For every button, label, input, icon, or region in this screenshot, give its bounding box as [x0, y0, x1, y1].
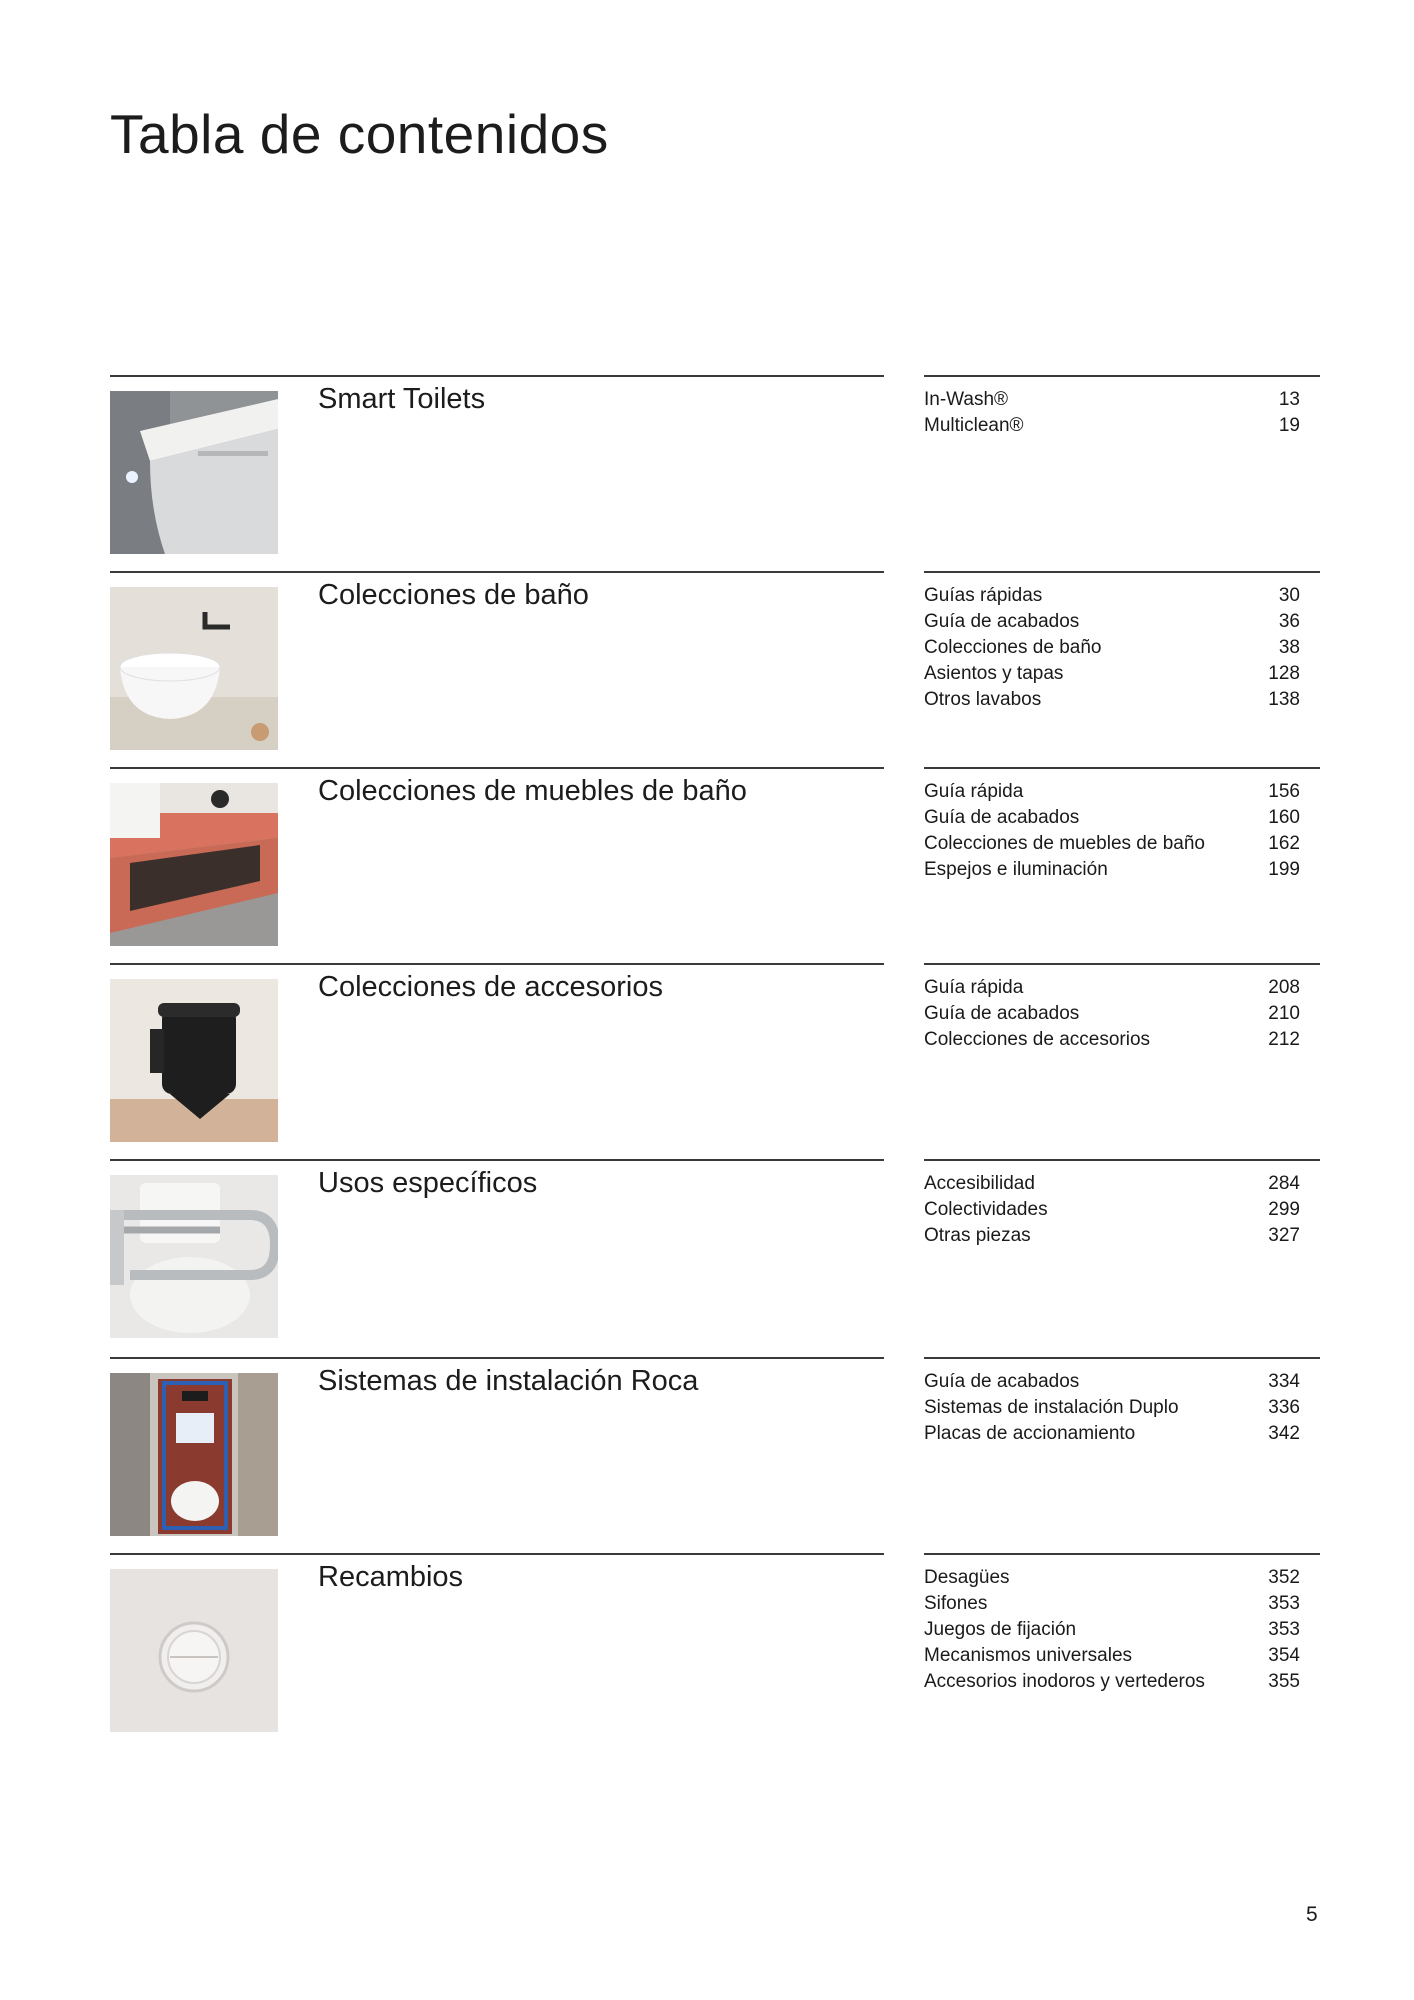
section-divider	[110, 1357, 884, 1359]
section-entries	[924, 1369, 1300, 1447]
section-divider	[924, 767, 1320, 769]
entry-page: 299	[1268, 1199, 1300, 1220]
entry-label: Guía rápida	[924, 977, 1024, 998]
entry-page: 210	[1268, 1003, 1300, 1024]
entry-label: Guía de acabados	[924, 1003, 1080, 1024]
toc-entry[interactable]	[924, 1643, 1300, 1669]
entry-page: 156	[1268, 781, 1300, 802]
entry-page: 30	[1278, 585, 1300, 606]
toc-entry[interactable]	[924, 1421, 1300, 1447]
entry-page: 128	[1268, 663, 1300, 684]
toc-entry[interactable]	[924, 661, 1300, 687]
entry-page: 327	[1268, 1225, 1300, 1246]
toc-section-usos-especificos	[110, 1159, 1320, 1349]
toc-entry[interactable]	[924, 831, 1300, 857]
section-divider	[110, 767, 884, 769]
toc-entry[interactable]	[924, 413, 1300, 439]
entry-label: Guía de acabados	[924, 611, 1080, 632]
toc-entry[interactable]	[924, 583, 1300, 609]
entry-page: 212	[1268, 1029, 1300, 1050]
section-title: Smart Toilets	[318, 383, 486, 415]
entry-page: 353	[1268, 1619, 1300, 1640]
accessory-photo	[110, 979, 278, 1142]
entry-label: Otros lavabos	[924, 689, 1042, 710]
washbasin-photo	[110, 587, 278, 750]
toc-entry[interactable]	[924, 779, 1300, 805]
entry-page: 138	[1268, 689, 1300, 710]
entry-page: 13	[1278, 389, 1300, 410]
toc-entry[interactable]	[924, 1617, 1300, 1643]
section-title: Sistemas de instalación Roca	[318, 1365, 699, 1397]
flush-button-photo	[110, 1569, 278, 1732]
section-divider	[110, 375, 884, 377]
section-divider	[924, 375, 1320, 377]
entry-label: Colecciones de muebles de baño	[924, 833, 1205, 854]
section-entries	[924, 1171, 1300, 1249]
toc-entry[interactable]	[924, 805, 1300, 831]
entry-page: 38	[1278, 637, 1300, 658]
toc-entry[interactable]	[924, 1197, 1300, 1223]
entry-page: 353	[1268, 1593, 1300, 1614]
section-entries	[924, 583, 1300, 713]
toc-entry[interactable]	[924, 635, 1300, 661]
entry-label: Colecciones de accesorios	[924, 1029, 1151, 1050]
entry-page: 36	[1278, 611, 1300, 632]
entry-page: 284	[1268, 1173, 1300, 1194]
section-divider	[924, 963, 1320, 965]
entry-label: Guía rápida	[924, 781, 1024, 802]
toc-entry[interactable]	[924, 1027, 1300, 1053]
page-number: 5	[1306, 1903, 1318, 1926]
section-divider	[924, 1159, 1320, 1161]
toc-entry[interactable]	[924, 1669, 1300, 1695]
section-title: Recambios	[318, 1561, 464, 1593]
installation-frame-photo	[110, 1373, 278, 1536]
section-title: Colecciones de baño	[318, 579, 589, 611]
entry-page: 160	[1268, 807, 1300, 828]
entry-page: 334	[1268, 1371, 1300, 1392]
section-divider	[110, 1553, 884, 1555]
section-title: Colecciones de muebles de baño	[318, 775, 747, 807]
toc-entry[interactable]	[924, 387, 1300, 413]
entry-label: Asientos y tapas	[924, 663, 1064, 684]
entry-label: Guía de acabados	[924, 807, 1080, 828]
entry-label: Colecciones de baño	[924, 637, 1102, 658]
entry-label: Placas de accionamiento	[924, 1423, 1136, 1444]
entry-page: 336	[1268, 1397, 1300, 1418]
entry-label: Mecanismos universales	[924, 1645, 1133, 1666]
entry-page: 352	[1268, 1567, 1300, 1588]
toc-entry[interactable]	[924, 857, 1300, 883]
toc-entry[interactable]	[924, 609, 1300, 635]
entry-label: Guía de acabados	[924, 1371, 1080, 1392]
entry-page: 342	[1268, 1423, 1300, 1444]
toc-entry[interactable]	[924, 1395, 1300, 1421]
toc-section-accesorios	[110, 963, 1320, 1153]
entry-page: 354	[1268, 1645, 1300, 1666]
entry-page: 199	[1268, 859, 1300, 880]
entry-label: Accesorios inodoros y vertederos	[924, 1671, 1205, 1692]
toc-entry[interactable]	[924, 1565, 1300, 1591]
entry-page: 208	[1268, 977, 1300, 998]
section-divider	[924, 1357, 1320, 1359]
section-entries	[924, 1565, 1300, 1695]
entry-label: Colectividades	[924, 1199, 1048, 1220]
section-title: Colecciones de accesorios	[318, 971, 663, 1003]
section-divider	[110, 963, 884, 965]
entry-label: Accesibilidad	[924, 1173, 1035, 1194]
section-divider	[110, 1159, 884, 1161]
vanity-unit-photo	[110, 783, 278, 946]
entry-label: Sifones	[924, 1593, 988, 1614]
toc-section-recambios	[110, 1553, 1320, 1743]
section-entries	[924, 387, 1300, 439]
toc-section-sistemas-instalacion	[110, 1357, 1320, 1547]
entry-page: 19	[1278, 415, 1300, 436]
toc-entry[interactable]	[924, 1001, 1300, 1027]
toc-entry[interactable]	[924, 687, 1300, 713]
entry-page: 162	[1268, 833, 1300, 854]
entry-label: In-Wash®	[924, 389, 1009, 410]
toc-entry[interactable]	[924, 1223, 1300, 1249]
entry-label: Espejos e iluminación	[924, 859, 1108, 880]
entry-label: Desagües	[924, 1567, 1010, 1588]
toc-section-colecciones-de-bano	[110, 571, 1320, 761]
entry-label: Multiclean®	[924, 415, 1024, 436]
toc-entry[interactable]	[924, 1369, 1300, 1395]
entry-label: Guías rápidas	[924, 585, 1043, 606]
section-title: Usos específicos	[318, 1167, 538, 1199]
smart-toilet-photo	[110, 391, 278, 554]
toc-entry[interactable]	[924, 1591, 1300, 1617]
toc-section-smart-toilets	[110, 375, 1320, 565]
page-title: Tabla de contenidos	[110, 103, 609, 165]
section-divider	[924, 571, 1320, 573]
entry-label: Juegos de fijación	[924, 1619, 1077, 1640]
grab-bar-photo	[110, 1175, 278, 1338]
section-divider	[924, 1553, 1320, 1555]
entry-page: 355	[1268, 1671, 1300, 1692]
toc-entry[interactable]	[924, 975, 1300, 1001]
section-entries	[924, 779, 1300, 883]
toc-section-muebles-de-bano	[110, 767, 1320, 957]
section-divider	[110, 571, 884, 573]
entry-label: Otras piezas	[924, 1225, 1031, 1246]
entry-label: Sistemas de instalación Duplo	[924, 1397, 1179, 1418]
toc-entry[interactable]	[924, 1171, 1300, 1197]
section-entries	[924, 975, 1300, 1053]
